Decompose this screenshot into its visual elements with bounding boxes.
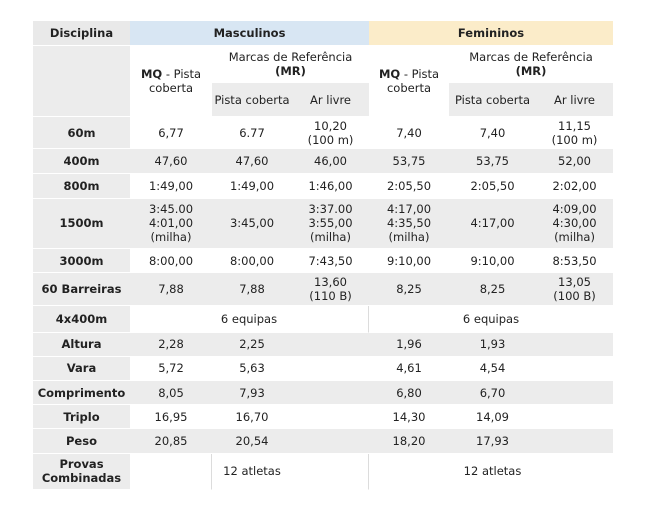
table-row	[33, 273, 613, 306]
cell-f-mq: 4,61	[369, 357, 449, 381]
row-disciplina: 400m	[33, 149, 130, 174]
cell-f-mq: 14,30	[369, 405, 449, 429]
mr-title: Marcas de Referência	[228, 50, 353, 64]
cell-f-pc: 9:10,00	[449, 249, 536, 273]
cell-m-mq: 3:45.00 4:01,00 (milha)	[130, 199, 212, 249]
cell-m-pc: 7,88	[212, 273, 292, 306]
cell-m-mq: 7,88	[130, 273, 212, 306]
mq-rest: - Pista coberta	[386, 67, 440, 95]
row-disciplina: 800m	[33, 174, 130, 198]
cell-m-mq: 47,60	[130, 149, 212, 174]
cell-f-mq: 8,25	[369, 273, 449, 306]
cell-m-pc: 5,63	[212, 357, 292, 381]
cell-m-mq: 2,28	[130, 333, 212, 357]
cell-m-mq: 6,77	[130, 117, 212, 149]
cell-f-al: 4:09,00 4:30,00 (milha)	[536, 199, 613, 249]
row-disciplina: Provas Combinadas	[33, 454, 130, 490]
cell-m-mq: 5,72	[130, 357, 212, 381]
table-row	[33, 333, 613, 357]
cell-m-al	[292, 454, 369, 490]
cell-f-pc: 2:05,50	[449, 174, 536, 198]
row-disciplina: Peso	[33, 429, 130, 453]
cell-m-combined: 12 atletas	[212, 454, 292, 490]
cell-f-al	[536, 405, 613, 429]
cell-m-al: 10,20 (100 m)	[292, 117, 369, 149]
mr-abbr: (MR)	[275, 64, 306, 78]
cell-f-al: 8:53,50	[536, 249, 613, 273]
cell-f-pc: 6,70	[449, 381, 536, 405]
cell-m-al	[292, 381, 369, 405]
cell-m-al	[292, 405, 369, 429]
cell-m-al: 1:46,00	[292, 174, 369, 198]
cell-f-al	[536, 429, 613, 453]
cell-f-mq: 18,20	[369, 429, 449, 453]
cell-m-mq: 20,85	[130, 429, 212, 453]
header-masculinos: Masculinos	[130, 21, 369, 46]
cell-f-pc: 17,93	[449, 429, 536, 453]
cell-m-pc: 3:45,00	[212, 199, 292, 249]
cell-f-al: 2:02,00	[536, 174, 613, 198]
table-row	[33, 306, 613, 332]
cell-f-al	[536, 357, 613, 381]
cell-m-al: 7:43,50	[292, 249, 369, 273]
cell-m-pc: 2,25	[212, 333, 292, 357]
header-m-ar-livre: Ar livre	[292, 83, 369, 117]
cell-f-pc: 7,40	[449, 117, 536, 149]
cell-m-pc: 1:49,00	[212, 174, 292, 198]
cell-m-pc: 8:00,00	[212, 249, 292, 273]
cell-m-mq	[130, 454, 212, 490]
table-row	[33, 199, 613, 249]
row-disciplina: 60 Barreiras	[33, 273, 130, 306]
cell-f-mq: 4:17,00 4:35,50 (milha)	[369, 199, 449, 249]
cell-m-pc: 47,60	[212, 149, 292, 174]
cell-f-pc: 8,25	[449, 273, 536, 306]
header-disciplina: Disciplina	[33, 21, 130, 46]
cell-f-mq: 53,75	[369, 149, 449, 174]
cell-m-al	[292, 333, 369, 357]
cell-f-mq: 9:10,00	[369, 249, 449, 273]
table-row	[33, 357, 613, 381]
cell-m-al	[292, 357, 369, 381]
cell-f-al: 11,15 (100 m)	[536, 117, 613, 149]
cell-f-combined: 12 atletas	[449, 454, 536, 490]
cell-m-al: 46,00	[292, 149, 369, 174]
cell-f-al	[536, 333, 613, 357]
header-f-ar-livre: Ar livre	[536, 83, 613, 117]
cell-f-pc: 14,09	[449, 405, 536, 429]
cell-f-pc: 53,75	[449, 149, 536, 174]
row-disciplina: Altura	[33, 333, 130, 357]
cell-m-pc: 6.77	[212, 117, 292, 149]
cell-f-relay: 6 equipas	[369, 306, 613, 332]
mr-title: Marcas de Referência	[469, 50, 593, 64]
cell-f-mq: 1,96	[369, 333, 449, 357]
table-row	[33, 405, 613, 429]
cell-f-al	[536, 454, 613, 490]
table-row	[33, 174, 613, 198]
cell-m-relay: 6 equipas	[130, 306, 369, 332]
cell-f-al	[536, 381, 613, 405]
header-disc-blank	[33, 46, 130, 117]
header-f-mq	[369, 46, 449, 117]
cell-m-al: 3:37.00 3:55,00 (milha)	[292, 199, 369, 249]
cell-f-al: 52,00	[536, 149, 613, 174]
cell-m-pc: 16,70	[212, 405, 292, 429]
mr-abbr: (MR)	[515, 64, 547, 78]
header-m-pista-coberta: Pista coberta	[212, 83, 292, 117]
cell-f-mq: 7,40	[369, 117, 449, 149]
row-disciplina: Triplo	[33, 405, 130, 429]
header-m-mr	[212, 46, 369, 83]
row-disciplina: Vara	[33, 357, 130, 381]
mq-label: MQ	[140, 67, 163, 81]
header-f-pista-coberta: Pista coberta	[449, 83, 536, 117]
header-femininos: Femininos	[369, 21, 613, 46]
cell-f-mq: 2:05,50	[369, 174, 449, 198]
cell-m-al	[292, 429, 369, 453]
row-disciplina: 60m	[33, 117, 130, 149]
cell-m-mq: 8:00,00	[130, 249, 212, 273]
cell-f-pc: 4:17,00	[449, 199, 536, 249]
cell-m-mq: 1:49,00	[130, 174, 212, 198]
cell-f-mq	[369, 454, 449, 490]
table-row	[33, 454, 613, 490]
row-disciplina: 1500m	[33, 199, 130, 249]
mq-label: MQ	[378, 67, 401, 81]
table-row	[33, 149, 613, 174]
cell-m-pc: 7,93	[212, 381, 292, 405]
mq-rest: - Pista coberta	[148, 67, 202, 95]
row-disciplina: 3000m	[33, 249, 130, 273]
qualification-standards-table	[33, 21, 613, 490]
table-row	[33, 429, 613, 453]
cell-m-mq: 8,05	[130, 381, 212, 405]
row-disciplina: 4x400m	[33, 306, 130, 332]
cell-f-pc: 4,54	[449, 357, 536, 381]
row-disciplina: Comprimento	[33, 381, 130, 405]
table-row	[33, 381, 613, 405]
cell-m-pc: 20,54	[212, 429, 292, 453]
cell-f-al: 13,05 (100 B)	[536, 273, 613, 306]
cell-m-mq: 16,95	[130, 405, 212, 429]
cell-f-mq: 6,80	[369, 381, 449, 405]
cell-f-pc: 1,93	[449, 333, 536, 357]
header-f-mr	[449, 46, 613, 83]
table-row	[33, 117, 613, 149]
table-row	[33, 249, 613, 273]
cell-m-al: 13,60 (110 B)	[292, 273, 369, 306]
header-m-mq	[130, 46, 212, 117]
